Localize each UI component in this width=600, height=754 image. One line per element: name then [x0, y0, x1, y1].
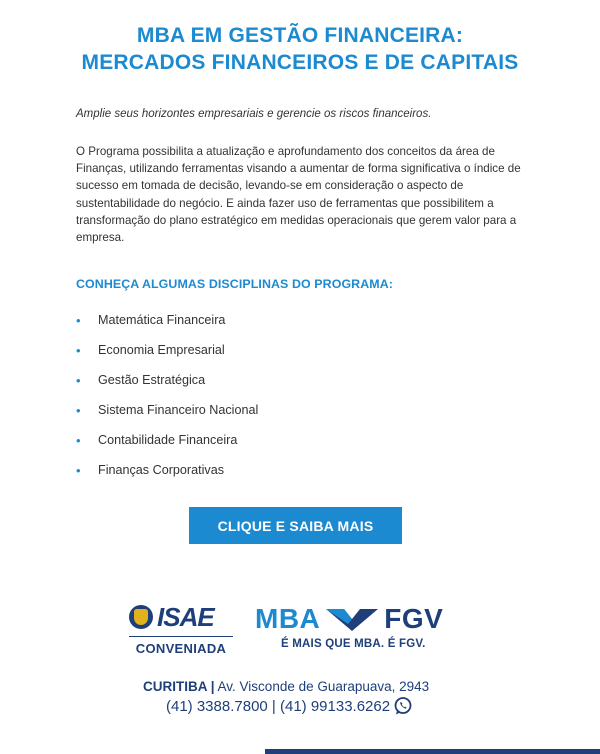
discipline-label: Matemática Financeira — [98, 313, 226, 327]
discipline-label: Sistema Financeiro Nacional — [98, 403, 259, 417]
footer-bar — [265, 749, 600, 754]
fgv-tagline: É MAIS QUE MBA. É FGV. — [281, 638, 426, 650]
discipline-label: Contabilidade Financeira — [98, 433, 238, 447]
fgv-wordmark: FGV — [384, 603, 444, 634]
fgv-chevron-icon — [322, 605, 382, 633]
discipline-label: Finanças Corporativas — [98, 463, 224, 477]
bullet-icon: • — [76, 462, 81, 478]
disciplines-list — [76, 305, 258, 485]
title-line-1: MBA EM GESTÃO FINANCEIRA: — [136, 24, 464, 47]
phone-text[interactable]: (41) 3388.7800 | (41) 99133.6262 — [166, 697, 391, 715]
isae-divider — [129, 636, 233, 637]
list-item — [76, 365, 258, 395]
discipline-label: Gestão Estratégica — [98, 373, 206, 387]
isae-tagline: CONVENIADA — [135, 641, 227, 656]
bullet-icon: • — [76, 342, 81, 358]
title-line-2: MERCADOS FINANCEIROS E DE CAPITAIS — [81, 51, 519, 74]
disciplines-heading: CONHEÇA ALGUMAS DISCIPLINAS DO PROGRAMA: — [76, 277, 393, 291]
city-label: CURITIBA | — [143, 679, 215, 694]
bullet-icon: • — [76, 432, 81, 448]
intro-text: Amplie seus horizontes empresariais e gerencie os riscos financeiros. — [76, 108, 432, 120]
list-item — [76, 425, 258, 455]
page-title — [0, 22, 600, 76]
mba-fgv-logo[interactable] — [255, 604, 465, 652]
address — [143, 679, 429, 694]
isae-wordmark: ISAE — [157, 602, 214, 632]
list-item — [76, 395, 258, 425]
list-item — [76, 335, 258, 365]
discipline-label: Economia Empresarial — [98, 343, 225, 357]
isae-logo[interactable] — [129, 604, 235, 656]
phone-numbers — [166, 696, 413, 716]
list-item — [76, 305, 258, 335]
mba-wordmark: MBA — [255, 603, 321, 634]
isae-emblem-icon — [129, 605, 153, 629]
street-address: Av. Visconde de Guarapuava, 2943 — [214, 679, 430, 694]
whatsapp-icon[interactable] — [393, 696, 413, 716]
bullet-icon: • — [76, 402, 81, 418]
bullet-icon: • — [76, 372, 81, 388]
learn-more-button[interactable]: CLIQUE E SAIBA MAIS — [189, 507, 402, 544]
bullet-icon: • — [76, 312, 81, 328]
program-description: O Programa possibilita a atualização e aprofundamento dos conceitos da área de Finanças, utilizando ferramentas visando a aumentar de forma significativa o índice de sucesso em tomada de decisão, levando-se em consideração o aspecto de sustentabilidade do negócio. E ainda fazer uso de ferramentas que possibilitem a transformação do plano estratégico em medidas operacionais que gerem valor para a empresa. — [76, 145, 521, 245]
list-item — [76, 455, 258, 485]
